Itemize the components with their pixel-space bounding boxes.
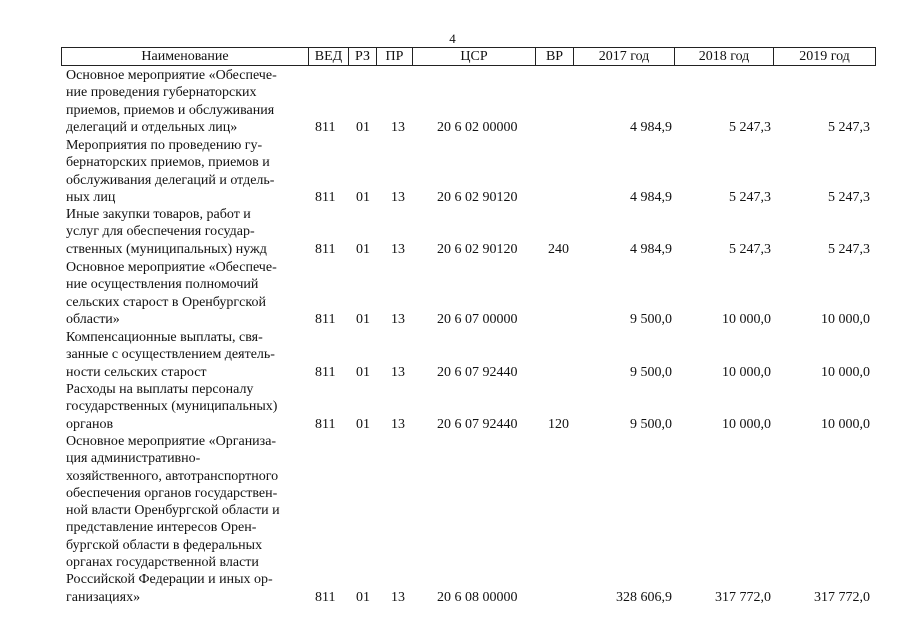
pr-cell: 13 [391, 416, 405, 432]
header-name: Наименование [61, 48, 308, 65]
row-name-line: сельских старост в Оренбургской [66, 294, 266, 310]
row-name-line: бернаторских приемов, приемов и [66, 155, 270, 171]
row-name-line: обеспечения органов государствен- [66, 485, 278, 501]
header-ved: ВЕД [308, 48, 348, 65]
row-name-line: Основное мероприятие «Обеспече- [66, 68, 277, 83]
amount-2018-cell: 10 000,0 [722, 364, 771, 380]
table-row [0, 137, 905, 206]
row-name-line: Компенсационные выплаты, свя- [66, 330, 263, 345]
table-row [0, 259, 905, 328]
amount-2018-cell: 5 247,3 [729, 241, 771, 257]
table-row [0, 67, 905, 136]
vr-cell: 120 [548, 416, 569, 432]
row-name-line: Расходы на выплаты персоналу [66, 382, 254, 397]
ved-cell: 811 [315, 589, 336, 605]
row-name-line: ние осуществления полномочий [66, 277, 259, 293]
row-name-line: Мероприятия по проведению гу- [66, 138, 263, 153]
row-name-line: хозяйственного, автотранспортного [66, 468, 279, 484]
csr-cell: 20 6 08 00000 [437, 589, 518, 605]
ved-cell: 811 [315, 364, 336, 380]
amount-2017-cell: 4 984,9 [630, 241, 672, 257]
row-name [66, 381, 306, 433]
header-pr: ПР [376, 48, 412, 65]
table-row [0, 381, 905, 433]
row-name-line: ганизациях» [66, 589, 141, 605]
pr-cell: 13 [391, 189, 405, 205]
csr-cell: 20 6 07 00000 [437, 311, 518, 327]
pr-cell: 13 [391, 311, 405, 327]
rz-cell: 01 [356, 241, 370, 257]
pr-cell: 13 [391, 589, 405, 605]
rz-cell: 01 [356, 589, 370, 605]
ved-cell: 811 [315, 119, 336, 135]
pr-cell: 13 [391, 241, 405, 257]
row-name-line: занные с осуществлением деятель- [66, 347, 275, 363]
amount-2019-cell: 317 772,0 [814, 589, 870, 605]
amount-2019-cell: 10 000,0 [821, 416, 870, 432]
amount-2017-cell: 9 500,0 [630, 416, 672, 432]
amount-2019-cell: 5 247,3 [828, 241, 870, 257]
row-name-line: ция административно- [66, 451, 201, 467]
row-name [66, 137, 306, 206]
row-name-line: ственных (муниципальных) нужд [66, 241, 267, 257]
row-name-line: области» [66, 311, 120, 327]
row-name [66, 206, 306, 258]
row-name [66, 67, 306, 136]
row-name-line: государственных (муниципальных) [66, 399, 278, 415]
csr-cell: 20 6 02 00000 [437, 119, 518, 135]
table-header [61, 47, 876, 66]
header-2018: 2018 год [674, 48, 773, 65]
rz-cell: 01 [356, 311, 370, 327]
header-vr: ВР [535, 48, 573, 65]
amount-2018-cell: 317 772,0 [715, 589, 771, 605]
row-name-line: представление интересов Орен- [66, 520, 257, 536]
header-csr: ЦСР [412, 48, 535, 65]
csr-cell: 20 6 02 90120 [437, 189, 518, 205]
csr-cell: 20 6 07 92440 [437, 416, 518, 432]
page-number: 4 [449, 31, 456, 46]
ved-cell: 811 [315, 241, 336, 257]
table-row [0, 206, 905, 258]
amount-2017-cell: 4 984,9 [630, 119, 672, 135]
ved-cell: 811 [315, 189, 336, 205]
pr-cell: 13 [391, 119, 405, 135]
row-name-line: ности сельских старост [66, 364, 207, 380]
row-name-line: обслуживания делегаций и отдель- [66, 172, 275, 188]
table-row [0, 329, 905, 381]
row-name-line: приемов, приемов и обслуживания [66, 102, 275, 118]
amount-2018-cell: 5 247,3 [729, 189, 771, 205]
row-name-line: органах государственной власти [66, 555, 259, 571]
amount-2017-cell: 9 500,0 [630, 311, 672, 327]
row-name-line: Основное мероприятие «Организа- [66, 434, 277, 449]
amount-2017-cell: 4 984,9 [630, 189, 672, 205]
header-2017: 2017 год [573, 48, 674, 65]
row-name-line: Иные закупки товаров, работ и [66, 207, 251, 222]
row-name [66, 433, 306, 606]
row-name-line: ние проведения губернаторских [66, 85, 257, 101]
row-name-line: Российской Федерации и иных ор- [66, 572, 273, 588]
csr-cell: 20 6 07 92440 [437, 364, 518, 380]
row-name-line: органов [66, 416, 114, 432]
amount-2017-cell: 9 500,0 [630, 364, 672, 380]
pr-cell: 13 [391, 364, 405, 380]
row-name [66, 329, 306, 381]
amount-2018-cell: 5 247,3 [729, 119, 771, 135]
vr-cell: 240 [548, 241, 569, 257]
table-row [0, 433, 905, 606]
ved-cell: 811 [315, 416, 336, 432]
row-name-line: делегаций и отдельных лиц» [66, 119, 238, 135]
csr-cell: 20 6 02 90120 [437, 241, 518, 257]
rz-cell: 01 [356, 189, 370, 205]
rz-cell: 01 [356, 119, 370, 135]
amount-2019-cell: 10 000,0 [821, 311, 870, 327]
row-name-line: ных лиц [66, 189, 116, 205]
rz-cell: 01 [356, 364, 370, 380]
row-name [66, 259, 306, 328]
amount-2017-cell: 328 606,9 [616, 589, 672, 605]
amount-2019-cell: 5 247,3 [828, 189, 870, 205]
row-name-line: бургской области в федеральных [66, 537, 263, 553]
ved-cell: 811 [315, 311, 336, 327]
row-name-line: Основное мероприятие «Обеспече- [66, 260, 277, 275]
header-rz: РЗ [348, 48, 376, 65]
amount-2018-cell: 10 000,0 [722, 311, 771, 327]
amount-2018-cell: 10 000,0 [722, 416, 771, 432]
rz-cell: 01 [356, 416, 370, 432]
header-2019: 2019 год [773, 48, 876, 65]
row-name-line: услуг для обеспечения государ- [66, 224, 255, 240]
amount-2019-cell: 10 000,0 [821, 364, 870, 380]
amount-2019-cell: 5 247,3 [828, 119, 870, 135]
row-name-line: ной власти Оренбургской области и [66, 503, 280, 519]
